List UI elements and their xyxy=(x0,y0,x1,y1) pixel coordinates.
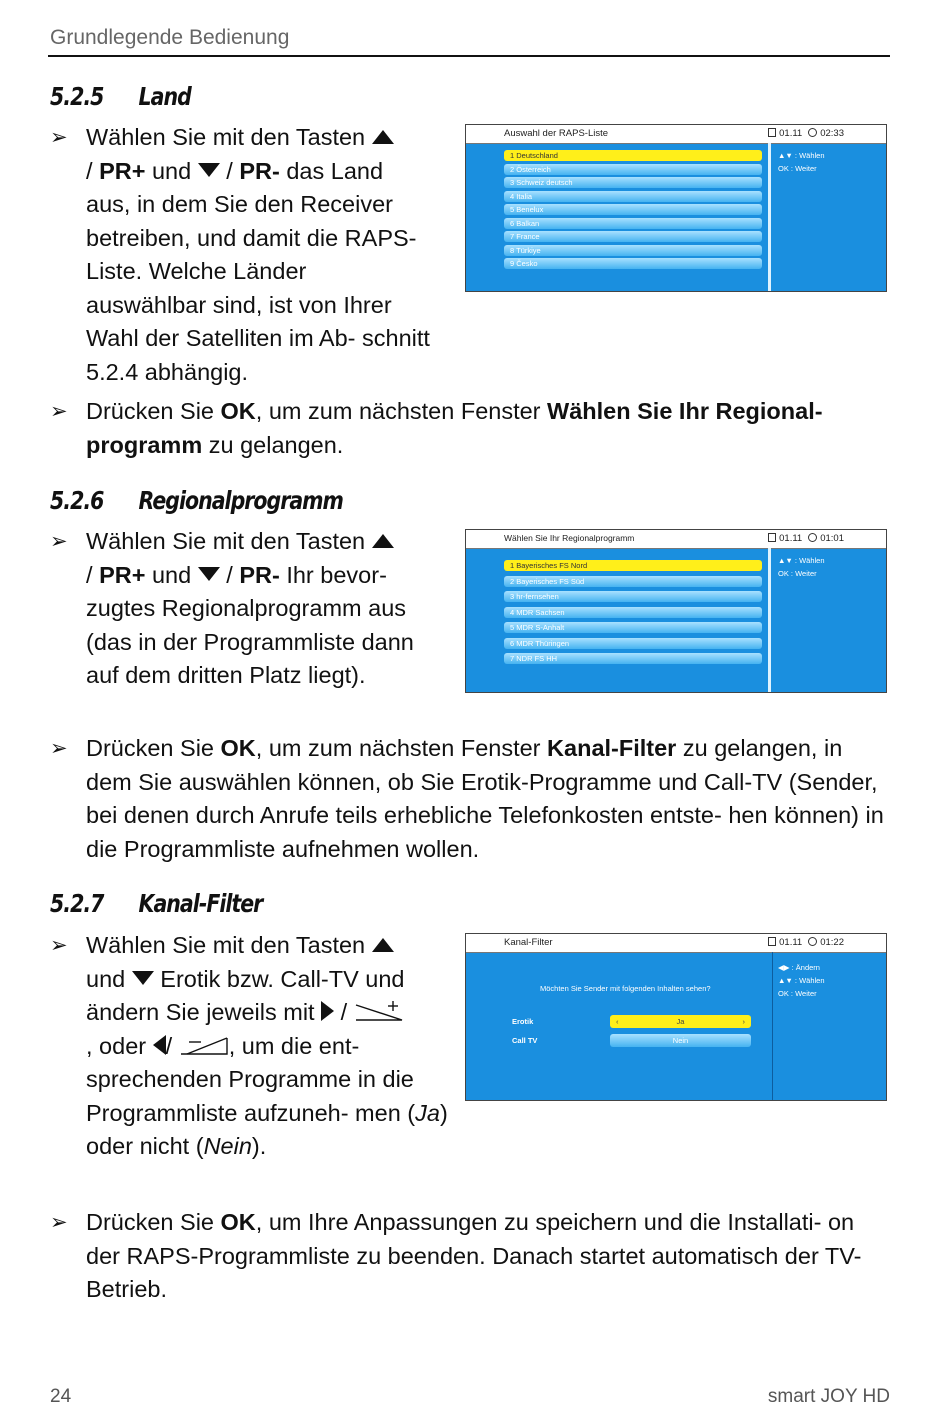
tv-panel-divider xyxy=(768,143,771,291)
tv-panel-divider xyxy=(768,548,771,692)
arrow-down-key-icon xyxy=(132,971,154,985)
instruction-paragraph: Drücken Sie OK, um zum nächsten Fenster Wählen Sie Ihr Regional- programm zu gelangen. xyxy=(86,398,823,458)
tv-hint-next: OK : Weiter xyxy=(778,989,817,998)
tv-list-item: 5 Benelux xyxy=(504,204,762,215)
tv-list-item: 4 MDR Sachsen xyxy=(504,607,762,618)
clock-icon xyxy=(808,937,817,946)
bullet-marker: ➢ xyxy=(50,1211,68,1234)
tv-hint-next: OK : Weiter xyxy=(778,164,817,173)
section-heading-5-2-5 xyxy=(50,82,191,111)
tv-list-item: 4 Italia xyxy=(504,191,762,202)
clock-icon xyxy=(808,128,817,137)
tv-screen-title: Kanal-Filter xyxy=(504,937,553,948)
tv-screen-raps-list xyxy=(465,124,887,292)
header-divider xyxy=(48,55,890,57)
arrow-up-key-icon xyxy=(372,534,394,548)
clock-icon xyxy=(808,533,817,542)
tv-screen-regional-program xyxy=(465,529,887,693)
tv-list-item: 2 Österreich xyxy=(504,164,762,175)
volume-down-icon xyxy=(179,1033,229,1057)
instruction-paragraph: Wählen Sie mit den Tasten / PR+ und / PR- Ihr bevor- zugtes Regionalprogramm aus (das in der Programmliste dann auf dem dritten Platz liegt). xyxy=(86,528,414,688)
section-title: Regionalprogramm xyxy=(138,486,343,515)
tv-list-item: 7 France xyxy=(504,231,762,242)
tv-datetime: 01.11 01:22 xyxy=(768,937,844,948)
arrow-right-key-icon xyxy=(321,1001,334,1021)
tv-list-item: 8 Türkiye xyxy=(504,245,762,256)
tv-list-item: 1 Bayerisches FS Nord xyxy=(504,560,762,571)
tv-title-bar xyxy=(466,934,886,953)
arrow-left-key-icon xyxy=(153,1035,166,1055)
arrow-up-key-icon xyxy=(372,938,394,952)
section-number: 5.2.5 xyxy=(50,82,104,111)
tv-list-item: 1 Deutschland xyxy=(504,150,762,161)
tv-filter-value-calltv: Nein xyxy=(610,1034,751,1047)
calendar-icon xyxy=(768,533,776,542)
arrow-down-key-icon xyxy=(198,567,220,581)
tv-list-item: 7 NDR FS HH xyxy=(504,653,762,664)
arrow-up-key-icon xyxy=(372,130,394,144)
bullet-marker: ➢ xyxy=(50,400,68,423)
tv-hint-select: ▲▼ : Wählen xyxy=(778,976,825,985)
tv-panel-divider xyxy=(772,952,773,1100)
tv-list-item: 6 MDR Thüringen xyxy=(504,638,762,649)
volume-up-icon xyxy=(354,999,404,1023)
tv-list-item: 9 Česko xyxy=(504,258,762,269)
section-number: 5.2.6 xyxy=(50,486,104,515)
calendar-icon xyxy=(768,937,776,946)
section-title: Land xyxy=(138,82,191,111)
tv-list-item: 3 hr-fernsehen xyxy=(504,591,762,602)
tv-list-item: 2 Bayerisches FS Süd xyxy=(504,576,762,587)
bullet-marker: ➢ xyxy=(50,934,68,957)
page-header-title: Grundlegende Bedienung xyxy=(50,26,290,49)
tv-datetime: 01.11 02:33 xyxy=(768,128,844,139)
tv-screen-title: Wählen Sie Ihr Regionalprogramm xyxy=(504,533,635,543)
section-number: 5.2.7 xyxy=(50,889,104,918)
arrow-down-key-icon xyxy=(198,163,220,177)
tv-title-bar xyxy=(466,125,886,144)
tv-list-item: 6 Balkan xyxy=(504,218,762,229)
tv-hint-change: ◀▶ : Ändern xyxy=(778,963,820,972)
bullet-marker: ➢ xyxy=(50,737,68,760)
tv-title-bar xyxy=(466,530,886,549)
tv-filter-value-erotik: ‹ Ja › xyxy=(610,1015,751,1028)
tv-screen-title: Auswahl der RAPS-Liste xyxy=(504,128,609,139)
bullet-marker: ➢ xyxy=(50,530,68,553)
page-number: 24 xyxy=(50,1386,72,1407)
instruction-paragraph: Drücken Sie OK, um zum nächsten Fenster Kanal-Filter zu gelangen, in dem Sie auswählen können, ob Sie Erotik-Programme und Call-TV (Sender, bei denen durch Anrufe teils erhebliche Telefonkosten entste- hen können) in die Programmliste aufnehmen wollen. xyxy=(86,735,884,862)
instruction-paragraph: Wählen Sie mit den Tasten / PR+ und / PR- das Land aus, in dem Sie den Receiver betreiben, und damit die RAPS-Liste. Welche Länder auswählbar sind, ist von Ihrer Wahl der Satelliten im Ab- schnitt 5.2.4 abhängig. xyxy=(86,124,430,385)
tv-hint-next: OK : Weiter xyxy=(778,569,817,578)
tv-filter-label-erotik: Erotik xyxy=(512,1017,534,1026)
instruction-paragraph: Wählen Sie mit den Tasten und Erotik bzw. Call-TV und ändern Sie jeweils mit / , oder / , um die ent- sprechenden Programme in die Programmliste aufzuneh- men (Ja) oder nicht (Nein). xyxy=(86,932,448,1159)
tv-filter-label-calltv: Call TV xyxy=(512,1036,538,1045)
section-heading-5-2-7 xyxy=(50,889,262,918)
calendar-icon xyxy=(768,128,776,137)
tv-screen-channel-filter xyxy=(465,933,887,1101)
section-title: Kanal-Filter xyxy=(138,889,263,918)
section-heading-5-2-6 xyxy=(50,486,343,515)
instruction-paragraph: Drücken Sie OK, um Ihre Anpassungen zu speichern und die Installati- on der RAPS-Programmliste zu beenden. Danach startet automatisch der TV-Betrieb. xyxy=(86,1209,862,1302)
tv-hint-select: ▲▼ : Wählen xyxy=(778,556,825,565)
tv-hint-select: ▲▼ : Wählen xyxy=(778,151,825,160)
tv-list-item: 3 Schweiz deutsch xyxy=(504,177,762,188)
product-name: smart JOY HD xyxy=(767,1386,890,1407)
tv-list-item: 5 MDR S-Anhalt xyxy=(504,622,762,633)
bullet-marker: ➢ xyxy=(50,126,68,149)
tv-datetime: 01.11 01:01 xyxy=(768,533,844,544)
tv-filter-question: Möchten Sie Sender mit folgenden Inhalten sehen? xyxy=(540,984,711,993)
